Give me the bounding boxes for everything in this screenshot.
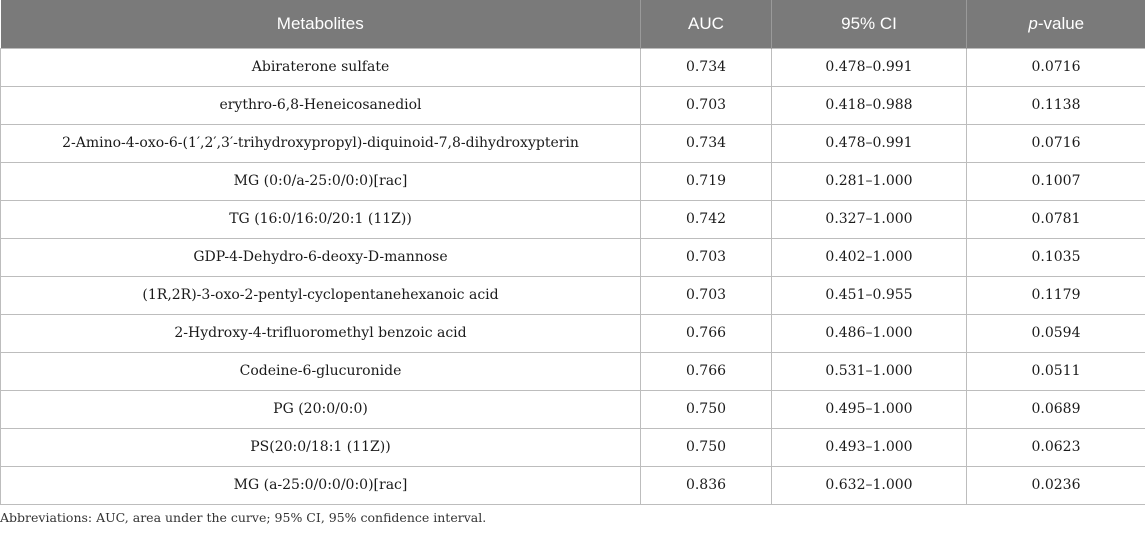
cell-metabolite: Abiraterone sulfate xyxy=(1,48,641,86)
header-row xyxy=(1,0,1145,48)
cell-auc: 0.734 xyxy=(641,124,772,162)
cell-p-value: 0.0716 xyxy=(967,124,1145,162)
cell-ci: 0.495–1.000 xyxy=(772,390,967,428)
cell-p-value: 0.0781 xyxy=(967,200,1145,238)
cell-auc: 0.719 xyxy=(641,162,772,200)
cell-p-value: 0.0716 xyxy=(967,48,1145,86)
header-p-suffix: -value xyxy=(1037,13,1085,33)
cell-p-value: 0.1007 xyxy=(967,162,1145,200)
table-body xyxy=(1,48,1145,504)
cell-auc: 0.766 xyxy=(641,314,772,352)
cell-ci: 0.327–1.000 xyxy=(772,200,967,238)
cell-metabolite: MG (a-25:0/0:0/0:0)[rac] xyxy=(1,466,641,504)
table-header xyxy=(1,0,1145,48)
header-p-value xyxy=(967,0,1145,48)
header-auc: AUC xyxy=(641,0,772,48)
cell-auc: 0.750 xyxy=(641,428,772,466)
cell-metabolite: 2-Hydroxy-4-trifluoromethyl benzoic acid xyxy=(1,314,641,352)
cell-auc: 0.703 xyxy=(641,276,772,314)
table-row xyxy=(1,390,1145,428)
table-row xyxy=(1,428,1145,466)
cell-auc: 0.734 xyxy=(641,48,772,86)
cell-ci: 0.632–1.000 xyxy=(772,466,967,504)
table-row xyxy=(1,276,1145,314)
cell-ci: 0.478–0.991 xyxy=(772,124,967,162)
cell-metabolite: erythro-6,8-Heneicosanediol xyxy=(1,86,641,124)
cell-p-value: 0.1179 xyxy=(967,276,1145,314)
table-row xyxy=(1,352,1145,390)
cell-p-value: 0.0623 xyxy=(967,428,1145,466)
cell-metabolite: (1R,2R)-3-oxo-2-pentyl-cyclopentanehexanoic acid xyxy=(1,276,641,314)
cell-p-value: 0.0236 xyxy=(967,466,1145,504)
table-row xyxy=(1,162,1145,200)
cell-auc: 0.766 xyxy=(641,352,772,390)
header-metabolites: Metabolites xyxy=(276,13,364,33)
cell-metabolite: Codeine-6-glucuronide xyxy=(1,352,641,390)
cell-ci: 0.281–1.000 xyxy=(772,162,967,200)
table-row xyxy=(1,124,1145,162)
cell-auc: 0.703 xyxy=(641,86,772,124)
cell-p-value: 0.0594 xyxy=(967,314,1145,352)
cell-auc: 0.836 xyxy=(641,466,772,504)
cell-ci: 0.402–1.000 xyxy=(772,238,967,276)
table-row xyxy=(1,466,1145,504)
cell-ci: 0.493–1.000 xyxy=(772,428,967,466)
cell-ci: 0.418–0.988 xyxy=(772,86,967,124)
cell-metabolite: PS(20:0/18:1 (11Z)) xyxy=(1,428,641,466)
cell-p-value: 0.1035 xyxy=(967,238,1145,276)
cell-auc: 0.742 xyxy=(641,200,772,238)
table-row xyxy=(1,238,1145,276)
cell-ci: 0.531–1.000 xyxy=(772,352,967,390)
cell-auc: 0.750 xyxy=(641,390,772,428)
cell-auc: 0.703 xyxy=(641,238,772,276)
table-row xyxy=(1,314,1145,352)
cell-ci: 0.478–0.991 xyxy=(772,48,967,86)
table-row xyxy=(1,86,1145,124)
cell-p-value: 0.0511 xyxy=(967,352,1145,390)
header-ci: 95% CI xyxy=(772,0,967,48)
cell-metabolite: MG (0:0/a-25:0/0:0)[rac] xyxy=(1,162,641,200)
header-p-italic: p xyxy=(1028,13,1038,33)
cell-p-value: 0.0689 xyxy=(967,390,1145,428)
table-row xyxy=(1,200,1145,238)
cell-metabolite: GDP-4-Dehydro-6-deoxy-D-mannose xyxy=(1,238,641,276)
cell-p-value: 0.1138 xyxy=(967,86,1145,124)
cell-ci: 0.486–1.000 xyxy=(772,314,967,352)
table-row xyxy=(1,48,1145,86)
cell-ci: 0.451–0.955 xyxy=(772,276,967,314)
cell-metabolite: TG (16:0/16:0/20:1 (11Z)) xyxy=(1,200,641,238)
cell-metabolite: PG (20:0/0:0) xyxy=(1,390,641,428)
table-footnote: Abbreviations: AUC, area under the curve; 95% CI, 95% confidence interval. xyxy=(0,510,487,525)
cell-metabolite: 2-Amino-4-oxo-6-(1′,2′,3′-trihydroxypropyl)-diquinoid-7,8-dihydroxypterin xyxy=(1,124,641,162)
